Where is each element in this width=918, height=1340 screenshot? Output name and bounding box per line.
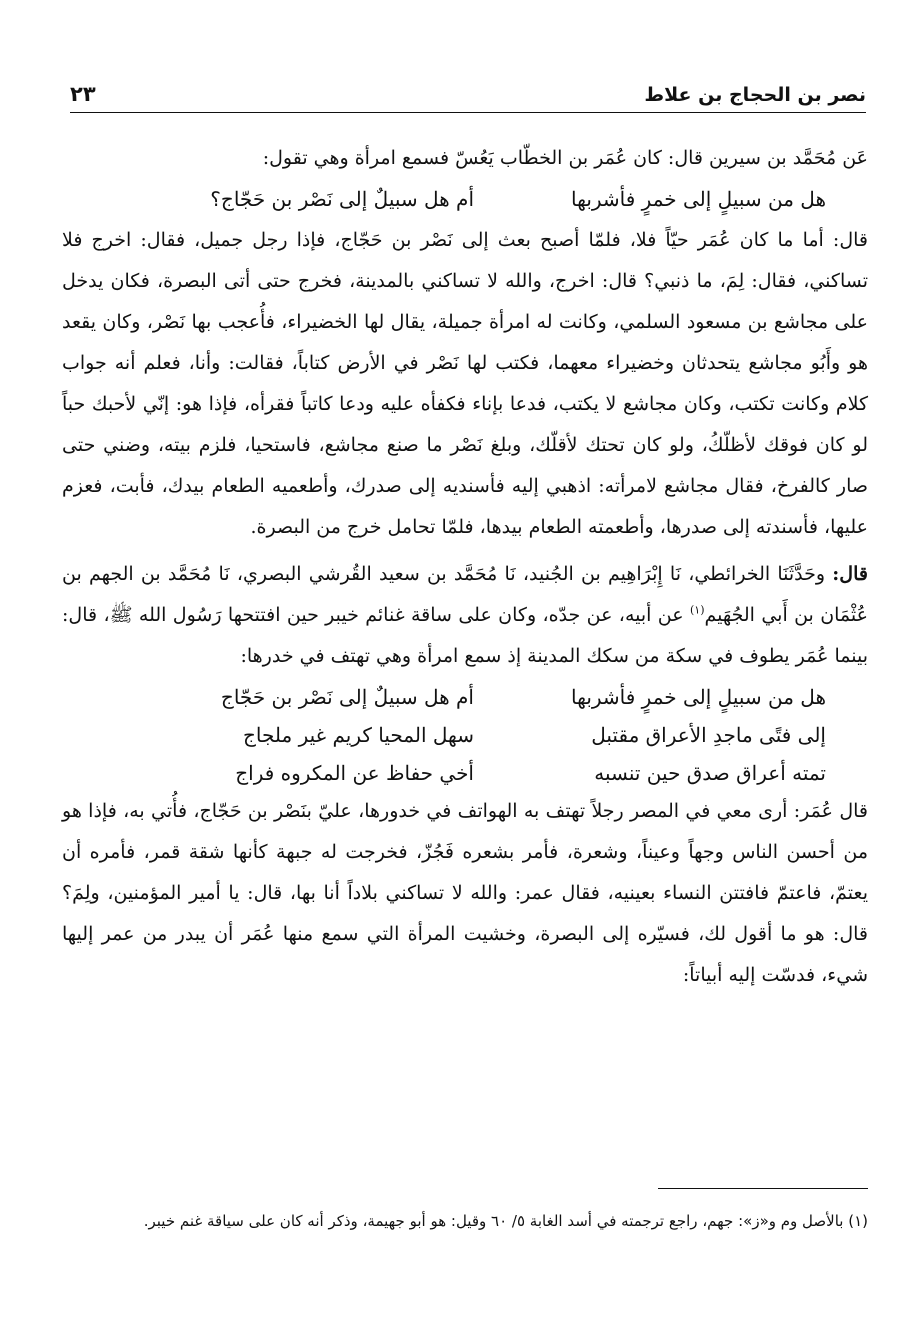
page-header	[70, 66, 866, 113]
poem-line-1-second-half: أم هل سبيلٌ إلى نَصْر بن حَجّاج	[220, 685, 474, 709]
poem-line-1-first-half: هل من سبيلٍ إلى خمرٍ فأشربها	[571, 685, 826, 709]
poem-line-3	[62, 753, 868, 791]
running-title: نصر بن الحجاج بن علاط	[644, 84, 866, 106]
poem-line-2	[62, 715, 868, 753]
paragraph-4: قال عُمَر: أرى معي في المصر رجلاً تهتف به الهواتف في خدورها، عليّ بنَصْر بن حَجّاج، فأُتي به، فإذا هو من أحسن الناس وجهاً وعيناً، وشعرة، فأمر بشعره فَجُزّ، فخرجت له جبهة كأنها شقة قمر، فأمره أن يعتمّ، فاعتمّ فافتتن النساء بعينيه، فقال عمر: والله لا تساكني بلاداً أنا بها، قال: يا أمير المؤمنين، ولِمَ؟ قال: هو ما أقول لك، فسيّره إلى البصرة، وخشيت المرأة التي سمع منها عُمَر أن يبدر من عمر إليها شيء، فدسّت إليه أبياتاً:	[62, 800, 868, 986]
paragraph-3-rest: عن أبيه، عن جدّه، وكان على ساقة غنائم خيبر حين افتتحها رَسُول الله ﷺ، قال: بينما عُمَر يطوف في سكة من سكك المدينة إذ سمع امرأة وهي تهتف في خدرها:	[62, 604, 868, 667]
main-text	[62, 138, 868, 996]
footnote-marker: (١)	[689, 603, 705, 617]
footnote-divider	[658, 1188, 868, 1189]
paragraph-lead: قال:	[832, 563, 868, 585]
poem-line-2-second-half: سهل المحيا كريم غير ملجاج	[242, 723, 474, 747]
poem-line-3-second-half: أخي حفاظ عن المكروه فراج	[235, 761, 474, 785]
paragraph-2: قال: أما ما كان عُمَر حيّاً فلا، فلمّا أصبح بعث إلى نَصْر بن حَجّاج، فإذا رجل جميل، فقال: اخرج فلا تساكني، فقال: لِمَ، ما ذنبي؟ قال: اخرج، والله لا تساكني بالمدينة، فخرج حتى أتى البصرة، فكان يدخل على مجاشع بن مسعود السلمي، وكانت له امرأة جميلة، يقال لها الخضيراء، فأُعجب بها نَصْر، وكان يقعد هو وأَبُو مجاشع يتحدثان وخضيراء معهما، فكتب لها نَصْر في الأرض كتاباً، فقالت: وأنا، فعلم أنه جواب كلام وكانت تكتب، وكان مجاشع لا يكتب، فدعا بإناء فكفأه عليه ودعا كاتباً فقرأه، فإذا هو: إنّي لأحبك حباً لو كان فوقك لأظلّكُ، ولو كان تحتك لأقلّك، وبلغ نَصْر ما صنع مجاشع، فاستحيا، فلزم بيته، وضني حتى صار كالفرخ، فقال مجاشع لامرأته: اذهبي إليه فأسنديه إلى صدرك، وأطعميه الطعام بيدك، فأبت، فعزم عليها، فأسندته إلى صدرها، وأطعمته الطعام بيدها، فلمّا تحامل خرج من البصرة.	[62, 229, 868, 538]
verse-line-1	[62, 179, 868, 220]
paragraph-3-text: وحَدَّثَنَا الخرائطي، نَا إِبْرَاهِيم بن الجُنيد، نَا مُحَمَّد بن سعيد القُرشي البصري، نَا مُحَمَّد بن الجهم بن عُثْمَان بن أَبي الجُهَيم	[62, 563, 868, 626]
paragraph-3	[62, 554, 868, 677]
poem-line-3-first-half: تمته أعراق صدق حين تنسبه	[594, 761, 826, 785]
verse-second-half: أم هل سبيلٌ إلى نَصْر بن حَجّاج؟	[210, 187, 474, 211]
poem-line-1	[62, 677, 868, 715]
paragraph-1: عَن مُحَمَّد بن سيرين قال: كان عُمَر بن الخطّاب يَعُسّ فسمع امرأة وهي تقول:	[262, 147, 868, 169]
verse-first-half: هل من سبيلٍ إلى خمرٍ فأشربها	[571, 187, 826, 211]
poem-line-2-first-half: إلى فتًى ماجدِ الأعراق مقتبل	[591, 723, 826, 747]
footnote: (١) بالأصل وم و«ز»: جهم، راجع ترجمته في أسد الغابة ٥/ ٦٠ وقيل: هو أبو جهيمة، وذكر أنه كان على سياقة غنم خيبر.	[143, 1212, 868, 1230]
page-number: ٢٣	[70, 82, 96, 106]
